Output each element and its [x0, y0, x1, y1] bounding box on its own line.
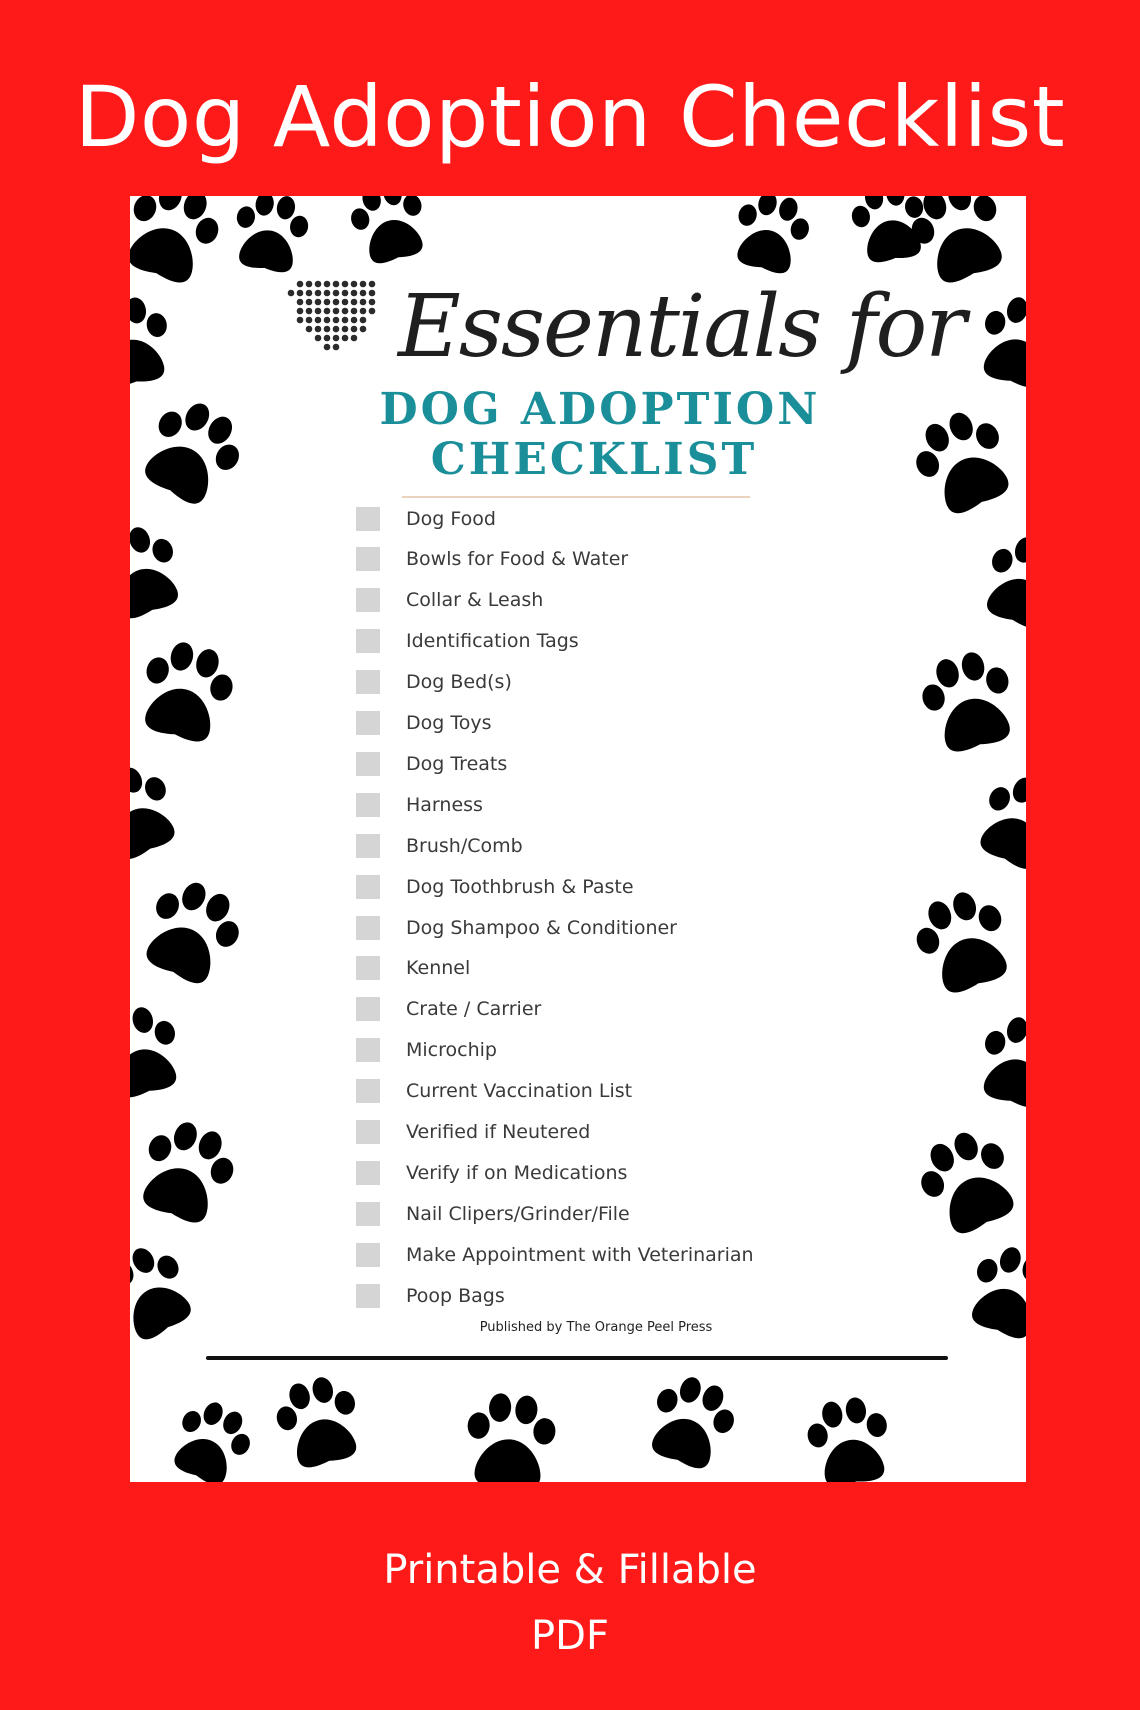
checkbox-icon[interactable]	[356, 997, 380, 1021]
checkbox-icon[interactable]	[356, 1161, 380, 1185]
checklist-item	[356, 621, 916, 662]
paw-print-icon	[130, 518, 191, 625]
paw-print-icon	[131, 389, 254, 514]
checklist-item-label: Verified if Neutered	[406, 1121, 591, 1143]
checkbox-icon[interactable]	[356, 588, 380, 612]
paw-print-icon	[163, 1392, 261, 1482]
checklist-item	[356, 539, 916, 580]
format-line2: PDF	[531, 1613, 609, 1659]
checklist-item-label: Make Appointment with Veterinarian	[406, 1243, 754, 1266]
checklist-item	[356, 907, 916, 948]
checklist-item	[356, 825, 916, 866]
checkbox-icon[interactable]	[356, 1243, 380, 1267]
checklist-item	[356, 498, 916, 539]
checkbox-icon[interactable]	[356, 670, 380, 694]
paw-print-icon	[639, 1368, 743, 1475]
paw-print-icon	[972, 1010, 1026, 1113]
checklist-item-label: Collar & Leash	[406, 589, 544, 612]
checklist-item	[356, 989, 916, 1030]
checkbox-icon[interactable]	[356, 1284, 380, 1308]
paw-print-icon	[130, 1235, 204, 1349]
checklist-item	[356, 784, 916, 825]
checklist-item-label: Dog Bed(s)	[406, 671, 512, 694]
checklist-item	[356, 1152, 916, 1193]
paw-print-icon	[344, 196, 433, 268]
checklist-sheet	[130, 196, 1026, 1482]
checklist-item-label: Identification Tags	[406, 630, 579, 653]
checklist-item	[356, 1234, 916, 1275]
paw-print-icon	[959, 1238, 1026, 1345]
paw-print-icon	[463, 1391, 559, 1482]
checklist-item-label: Dog Food	[406, 507, 496, 530]
checklist-heading-line1: DOG ADOPTION	[379, 384, 821, 435]
checkbox-icon[interactable]	[356, 793, 380, 817]
bottom-divider	[206, 1356, 948, 1360]
checkbox-icon[interactable]	[356, 507, 380, 531]
paw-print-icon	[130, 1000, 188, 1103]
checkbox-icon[interactable]	[356, 629, 380, 653]
paw-print-icon	[130, 1112, 244, 1230]
checklist-item-label: Bowls for Food & Water	[406, 548, 629, 571]
checklist-item	[356, 1030, 916, 1071]
paw-print-icon	[908, 1121, 1026, 1243]
checkbox-icon[interactable]	[356, 1120, 380, 1144]
checklist-item-label: Poop Bags	[406, 1284, 505, 1307]
paw-print-icon	[229, 196, 313, 276]
checklist-item	[356, 1112, 916, 1153]
paw-print-icon	[269, 1370, 368, 1473]
checkbox-icon[interactable]	[356, 547, 380, 571]
checkbox-icon[interactable]	[356, 752, 380, 776]
paw-print-icon	[133, 871, 252, 993]
checklist-item-label: Harness	[406, 793, 483, 816]
checkbox-icon[interactable]	[356, 711, 380, 735]
publisher-credit: Published by The Orange Peel Press	[479, 1320, 713, 1335]
checklist-item-label: Dog Treats	[406, 752, 508, 775]
pin-title: Dog Adoption Checklist	[74, 68, 1066, 166]
paw-print-icon	[974, 528, 1026, 635]
format-line1: Printable & Fillable	[383, 1547, 757, 1593]
checklist-item-label: Crate / Carrier	[406, 998, 542, 1021]
script-title: Essentials for	[398, 277, 965, 377]
checklist-heading-line2: CHECKLIST	[430, 434, 758, 485]
checklist-item	[356, 1071, 916, 1112]
checklist-item-label: Brush/Comb	[406, 834, 523, 857]
checklist-item-label: Dog Toothbrush & Paste	[406, 875, 634, 898]
checkbox-icon[interactable]	[356, 834, 380, 858]
checkbox-icon[interactable]	[356, 956, 380, 980]
checkbox-icon[interactable]	[356, 916, 380, 940]
checklist-item-label: Dog Toys	[406, 712, 492, 734]
paw-print-icon	[130, 756, 187, 867]
checklist-item-label: Verify if on Medications	[406, 1161, 628, 1184]
checklist-item-label: Nail Clipers/Grinder/File	[406, 1202, 630, 1225]
paw-print-icon	[906, 882, 1021, 1000]
paw-print-icon	[968, 766, 1026, 877]
paw-print-icon	[130, 293, 176, 390]
checkbox-icon[interactable]	[356, 1202, 380, 1226]
checklist-item	[356, 743, 916, 784]
checklist-item-label: Dog Shampoo & Conditioner	[406, 916, 677, 939]
checkbox-icon[interactable]	[356, 1038, 380, 1062]
paw-print-icon	[903, 401, 1022, 523]
checklist-item-label: Microchip	[406, 1039, 497, 1062]
checklist-item	[356, 662, 916, 703]
paw-print-icon	[972, 290, 1026, 393]
checklist-item	[356, 948, 916, 989]
checklist-item	[356, 703, 916, 744]
checklist-item-label: Kennel	[406, 957, 471, 980]
paw-print-icon	[914, 645, 1023, 758]
checklist-item	[356, 580, 916, 621]
checklist-item	[356, 866, 916, 907]
paw-print-icon	[802, 1393, 896, 1482]
checklist-item	[356, 1275, 916, 1316]
checklist-item	[356, 1193, 916, 1234]
checkbox-icon[interactable]	[356, 875, 380, 899]
checklist-item-label: Current Vaccination List	[406, 1080, 633, 1103]
paw-print-icon	[130, 196, 229, 290]
checkbox-icon[interactable]	[356, 1079, 380, 1103]
paw-print-icon	[132, 635, 241, 748]
paw-heart-icon	[278, 276, 390, 378]
